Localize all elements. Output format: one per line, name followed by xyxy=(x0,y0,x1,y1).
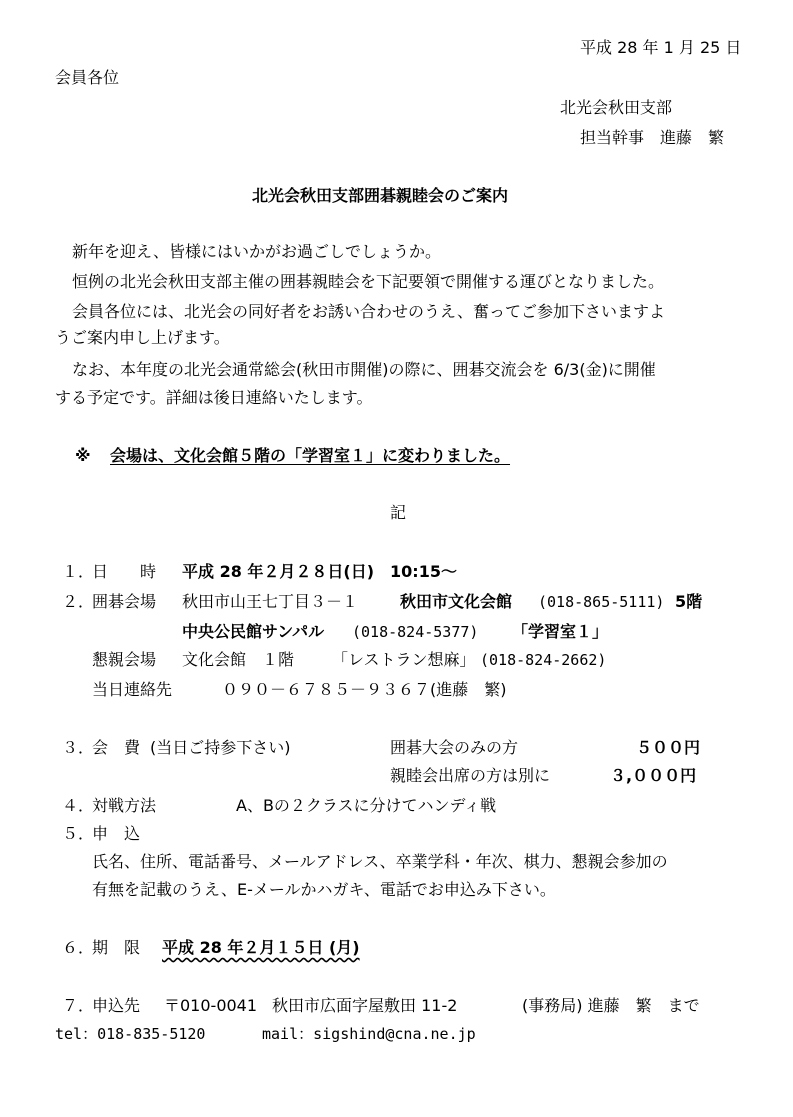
fee-party-price: ３,０００円 xyxy=(610,766,697,785)
recipient: 会員各位 xyxy=(55,68,120,87)
contact-label: 当日連絡先 xyxy=(92,680,173,699)
item-2-number: ２． xyxy=(62,592,95,611)
party-place: 文化会館 １階 xyxy=(182,650,295,669)
item-3-number: ３． xyxy=(62,738,95,757)
address-mail: mail：sigshind@cna.ne.jp xyxy=(262,1025,476,1043)
document-title: 北光会秋田支部囲碁親睦会のご案内 xyxy=(252,186,509,205)
paragraph-1: 新年を迎え、皆様にはいかがお過ごしでしょうか。 xyxy=(72,242,441,261)
item-6-label: 期 限 xyxy=(92,938,141,957)
item-7-label: 申込先 xyxy=(92,996,141,1015)
apply-line-2: 有無を記載のうえ、E-メールかハガキ、電話でお申込み下さい。 xyxy=(92,880,556,899)
item-4-value: A、Bの２クラスに分けてハンディ戦 xyxy=(236,796,497,815)
party-label: 懇親会場 xyxy=(92,650,157,669)
ki-heading: 記 xyxy=(390,503,407,522)
paragraph-3-line-1: 会員各位には、北光会の同好者をお誘い合わせのうえ、奮ってご参加下さいますよ xyxy=(72,302,665,321)
item-7-number: ７． xyxy=(62,996,95,1015)
item-5-label: 申 込 xyxy=(92,824,141,843)
item-1-value: 平成 28 年２月２８日(日) 10:15～ xyxy=(182,562,457,581)
address-office: (事務局) 進藤 繁 まで xyxy=(522,996,700,1015)
item-2-label: 囲碁会場 xyxy=(92,592,157,611)
venue-name: 秋田市文化会館 xyxy=(400,592,513,611)
apply-line-1: 氏名、住所、電話番号、メールアドレス、卒業学科・年次、棋力、懇親会参加の xyxy=(92,852,668,871)
item-1-number: １． xyxy=(62,562,95,581)
venue-line2-tel: (018-824-5377) xyxy=(352,623,479,641)
paragraph-4-line-1: なお、本年度の北光会通常総会(秋田市開催)の際に、囲碁交流会を 6/3(金)に開催 xyxy=(72,360,656,379)
contact-value: ０９０－６７８５－９３６７(進藤 繁) xyxy=(222,680,507,699)
item-3-label: 会 費 xyxy=(92,738,141,757)
venue-tel: (018-865-5111) xyxy=(538,593,665,611)
document-date: 平成 28 年 1 月 25 日 xyxy=(580,38,742,57)
party-tel: (018-824-2662) xyxy=(480,651,607,669)
venue-room: 「学習室１」 xyxy=(512,622,609,641)
paragraph-4-line-2: する予定です。詳細は後日連絡いたします。 xyxy=(55,388,373,407)
item-5-number: ５． xyxy=(62,824,95,843)
venue-address: 秋田市山王七丁目３－１ xyxy=(182,592,359,611)
notice-mark: ※ xyxy=(75,446,91,465)
sender-person: 担当幹事 進藤 繁 xyxy=(580,128,725,147)
sender-org: 北光会秋田支部 xyxy=(560,98,673,117)
party-restaurant: 「レストラン想麻」 xyxy=(332,650,476,669)
address-postal: 〒010-0041 xyxy=(164,996,258,1015)
venue-line2-name: 中央公民館サンパル xyxy=(182,622,325,641)
address-tel: tel：018-835-5120 xyxy=(55,1025,206,1043)
venue-floor: 5階 xyxy=(675,592,703,611)
item-1-label: 日 時 xyxy=(92,562,157,581)
item-6-number: ６． xyxy=(62,938,95,957)
address-street: 秋田市広面字屋敷田 11-2 xyxy=(272,996,458,1015)
fee-party-label: 親睦会出席の方は別に xyxy=(390,766,551,785)
item-4-number: ４． xyxy=(62,796,95,815)
fee-go-only-price: ５００円 xyxy=(636,738,701,757)
fee-note: (当日ご持参下さい) xyxy=(150,738,291,757)
paragraph-2: 恒例の北光会秋田支部主催の囲碁親睦会を下記要領で開催する運びとなりました。 xyxy=(72,272,665,291)
notice-text: 会場は、文化会館５階の「学習室１」に変わりました。 xyxy=(110,446,511,465)
deadline-value: 平成 28 年２月１５日 (月) xyxy=(162,938,360,957)
paragraph-3-line-2: うご案内申し上げます。 xyxy=(55,328,230,347)
fee-go-only-label: 囲碁大会のみの方 xyxy=(390,738,519,757)
item-4-label: 対戦方法 xyxy=(92,796,157,815)
